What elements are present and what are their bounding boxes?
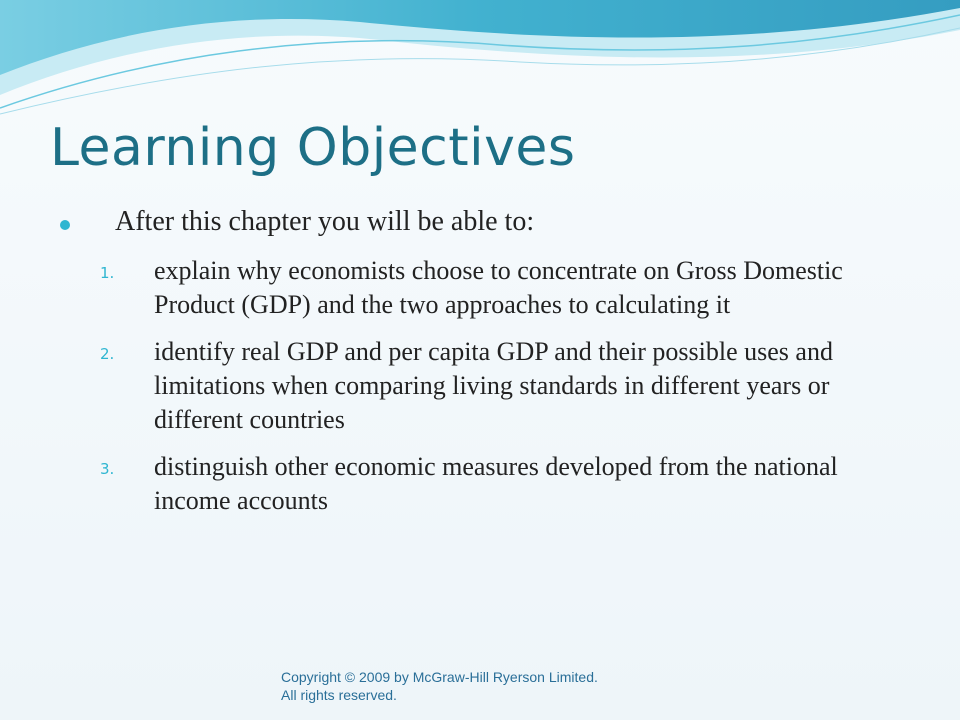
intro-bullet (60, 206, 534, 238)
bullet-dot-icon (60, 220, 70, 230)
intro-text: After this chapter you will be able to: (115, 206, 535, 237)
objectives-list (100, 254, 910, 531)
objective-text: distinguish other economic measures developed from the national income accounts (154, 452, 838, 515)
objective-text: explain why economists choose to concentrate on Gross Domestic Product (GDP) and the two approaches to calculating it (154, 256, 843, 319)
objective-item (100, 335, 910, 437)
decorative-wave-banner (0, 0, 960, 120)
objective-number: 1. (100, 264, 115, 282)
copyright-notice: Copyright © 2009 by McGraw-Hill Ryerson Limited. All rights reserved. (281, 669, 598, 703)
objective-item (100, 450, 910, 518)
objective-number: 2. (100, 345, 115, 363)
objective-number: 3. (100, 460, 115, 478)
objective-text: identify real GDP and per capita GDP and their possible uses and limitations when comparing living standards in different years or different countries (154, 337, 833, 434)
slide-title: Learning Objectives (50, 118, 576, 178)
objective-item (100, 254, 910, 322)
